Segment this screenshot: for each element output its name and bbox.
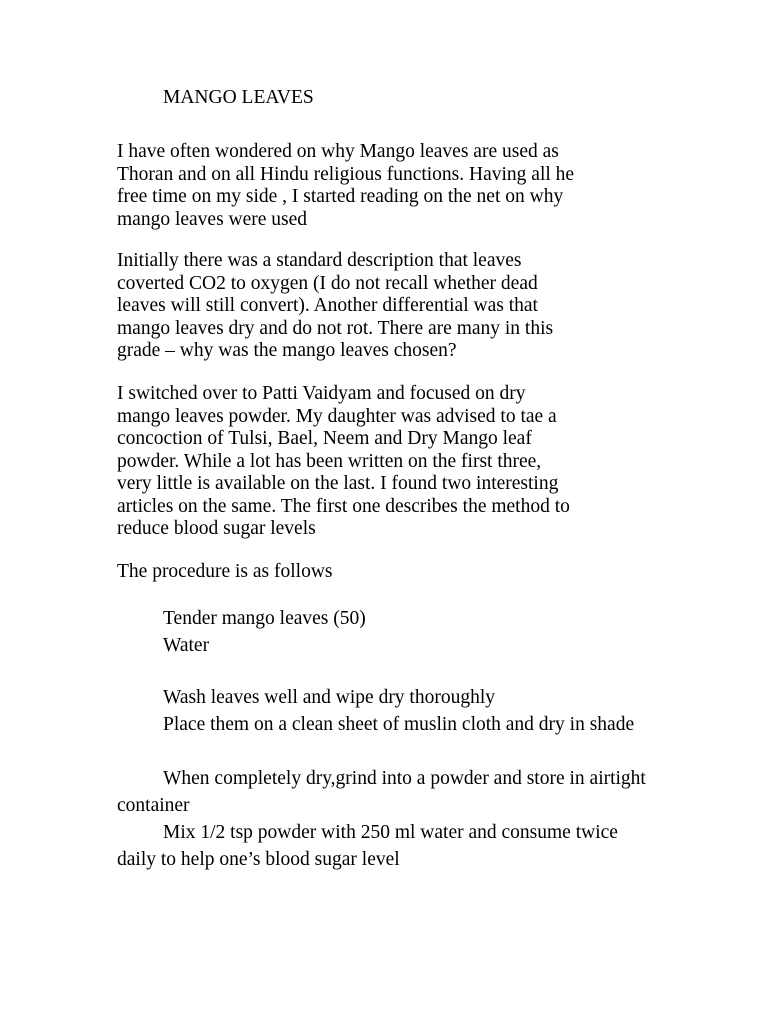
procedure-step: When completely dry,grind into a powder and store in airtight container (117, 768, 646, 816)
paragraph-description: Initially there was a standard description that leaves coverted CO2 to oxygen (I do not recall whether dead leaves will still convert). Another differential was that mango leaves dry and do not rot. There are many in this grade – why was the mango leaves chosen? (117, 250, 554, 361)
ingredient-item: Water (163, 635, 210, 656)
procedure-step: Wash leaves well and wipe dry thoroughly (163, 687, 496, 708)
paragraph-intro: I have often wondered on why Mango leaves are used as Thoran and on all Hindu religious functions. Having all he free time on my side , I started reading on the net on why mango leaves were used (117, 141, 575, 230)
ingredient-item: Tender mango leaves (50) (163, 608, 366, 629)
document-title: MANGO LEAVES (163, 87, 314, 108)
procedure-step: Mix 1/2 tsp powder with 250 ml water and consume twice daily to help one’s blood sugar level (117, 822, 618, 870)
paragraph-powder: I switched over to Patti Vaidyam and focused on dry mango leaves powder. My daughter was advised to tae a concoction of Tulsi, Bael, Neem and Dry Mango leaf powder. While a lot has been written on the first three, very little is available on the last. I found two interesting articles on the same. The first one describes the method to reduce blood sugar levels (117, 383, 570, 539)
procedure-step: Place them on a clean sheet of muslin cloth and dry in shade (163, 714, 635, 735)
paragraph-procedure-intro: The procedure is as follows (117, 561, 333, 582)
